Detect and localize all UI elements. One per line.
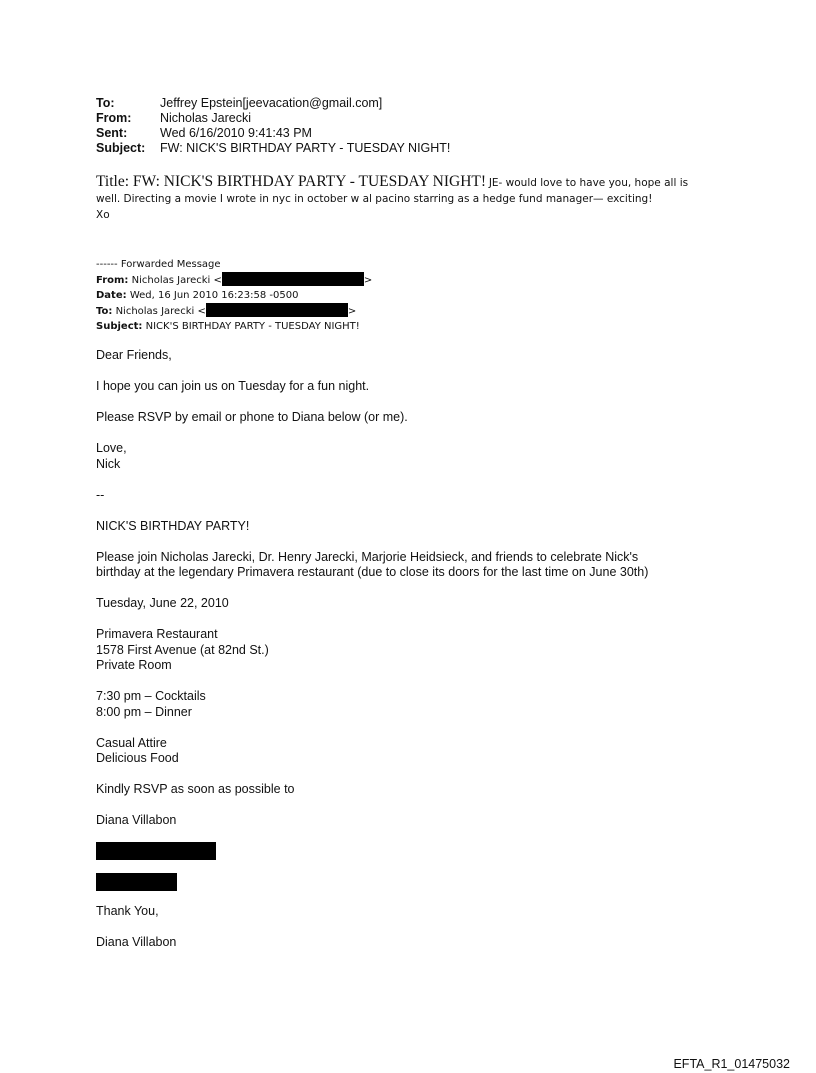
room: Private Room	[96, 658, 172, 672]
redaction-bar	[222, 272, 364, 286]
header-sent-row	[96, 126, 756, 141]
forwarded-to-row	[96, 303, 756, 319]
title-signoff: Xo	[96, 209, 110, 221]
header-subject-row	[96, 141, 756, 156]
forwarded-marker: ------ Forwarded Message	[96, 259, 221, 270]
body-line: Please RSVP by email or phone to Diana below (or me).	[96, 410, 408, 424]
header-from-row	[96, 111, 756, 126]
forwarded-to-label: To:	[96, 306, 113, 317]
greeting: Dear Friends,	[96, 348, 172, 362]
venue: Primavera Restaurant	[96, 627, 218, 641]
subject-value: FW: NICK'S BIRTHDAY PARTY - TUESDAY NIGHT!	[160, 141, 451, 155]
forwarded-from-value: Nicholas Jarecki <	[131, 275, 222, 286]
from-value: Nicholas Jarecki	[160, 111, 252, 125]
subject-label: Subject:	[96, 141, 146, 155]
close-bracket: >	[347, 306, 357, 317]
email-header	[96, 96, 756, 156]
forwarded-header	[96, 257, 756, 334]
to-value: Jeffrey Epstein[jeevacation@gmail.com]	[160, 96, 383, 110]
sent-label: Sent:	[96, 126, 128, 140]
love: Love,	[96, 441, 127, 455]
attire: Casual Attire	[96, 735, 167, 750]
redaction-block	[96, 842, 216, 860]
forwarded-subject-value: NICK'S BIRTHDAY PARTY - TUESDAY NIGHT!	[145, 321, 360, 332]
rsvp-line: Kindly RSVP as soon as possible to	[96, 782, 295, 796]
address: 1578 First Avenue (at 82nd St.)	[96, 642, 269, 657]
message-body	[96, 348, 756, 950]
forwarded-subject-row	[96, 319, 756, 334]
email-document	[96, 96, 756, 950]
forwarded-date-label: Date:	[96, 290, 127, 301]
title-note-line2: well. Directing a movie I wrote in nyc in october w al pacino starring as a hedge fund manager— exciting!	[96, 193, 653, 205]
food: Delicious Food	[96, 751, 179, 765]
redaction-block	[96, 873, 177, 891]
signature: Diana Villabon	[96, 934, 177, 949]
title-note-line1: JE- would love to have you, hope all is	[488, 177, 689, 189]
forwarded-date-value: Wed, 16 Jun 2010 16:23:58 -0500	[129, 290, 299, 301]
from-label: From:	[96, 111, 132, 125]
document-id: EFTA_R1_01475032	[673, 1057, 790, 1071]
forwarded-date-row	[96, 288, 756, 303]
header-to-row	[96, 96, 756, 111]
invite-line: birthday at the legendary Primavera restaurant (due to close its doors for the last time on June 30th)	[96, 565, 649, 579]
forwarded-from-label: From:	[96, 275, 129, 286]
to-label: To:	[96, 96, 115, 110]
cocktails-time: 7:30 pm – Cocktails	[96, 689, 206, 703]
redaction-bar	[206, 303, 348, 317]
party-title: NICK'S BIRTHDAY PARTY!	[96, 518, 250, 533]
event-date: Tuesday, June 22, 2010	[96, 596, 229, 610]
forwarded-to-value: Nicholas Jarecki <	[115, 306, 206, 317]
contact-name: Diana Villabon	[96, 813, 177, 827]
title-text: Title: FW: NICK'S BIRTHDAY PARTY - TUESDAY NIGHT!	[96, 173, 487, 190]
invite-line: Please join Nicholas Jarecki, Dr. Henry Jarecki, Marjorie Heidsieck, and friends to celebrate Nick's	[96, 549, 639, 564]
thanks: Thank You,	[96, 903, 159, 918]
sent-value: Wed 6/16/2010 9:41:43 PM	[160, 126, 312, 140]
nick: Nick	[96, 456, 121, 471]
title-block	[96, 174, 756, 223]
forwarded-from-row	[96, 272, 756, 288]
dinner-time: 8:00 pm – Dinner	[96, 704, 192, 719]
dashes: --	[96, 487, 105, 502]
body-line: I hope you can join us on Tuesday for a fun night.	[96, 379, 370, 393]
close-bracket: >	[363, 275, 373, 286]
forwarded-subject-label: Subject:	[96, 321, 143, 332]
